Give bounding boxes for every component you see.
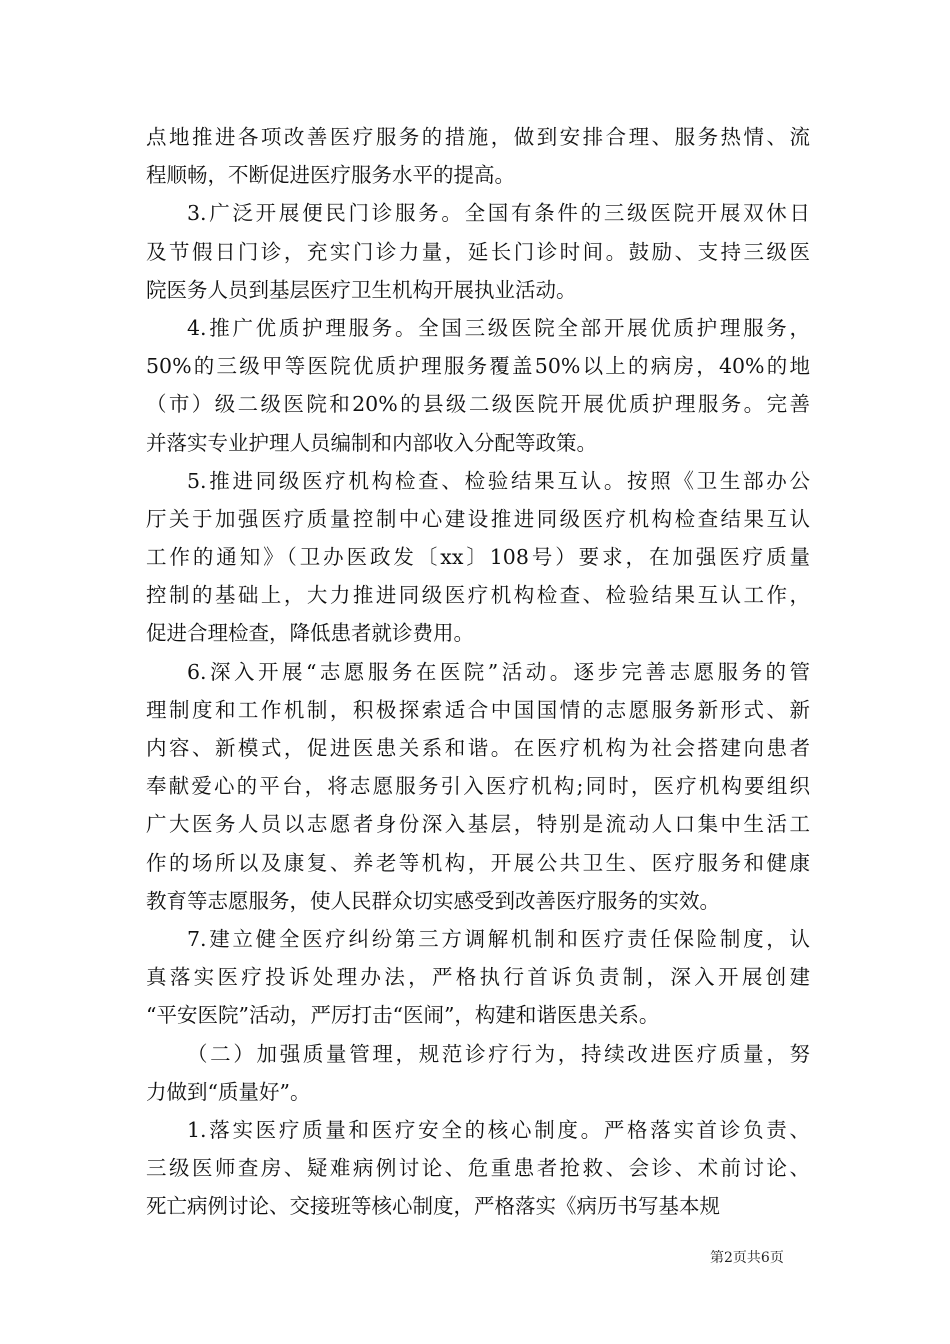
text-line: 并落实专业护理人员编制和内部收入分配等政策。	[146, 430, 597, 455]
text-line: 内容、新模式，促进医患关系和谐。在医疗机构为社会搭建向患者	[146, 736, 810, 760]
paragraph	[146, 1111, 810, 1226]
text-line: 真落实医疗投诉处理办法，严格执行首诉负责制，深入开展创建	[146, 965, 810, 990]
text-line: 理制度和工作机制，积极探索适合中国国情的志愿服务新形式、新	[146, 697, 810, 722]
paragraph	[146, 920, 810, 1035]
text-line: 控制的基础上，大力推进同级医疗机构检查、检验结果互认工作，	[146, 583, 810, 608]
text-line: 程顺畅，不断促进医疗服务水平的提高。	[146, 163, 515, 188]
text-line: 三级医师查房、疑难病例讨论、危重患者抢救、会诊、术前讨论、	[146, 1156, 810, 1181]
text-line: 4.推广优质护理服务。全国三级医院全部开展优质护理服务，	[187, 315, 810, 340]
paragraph	[146, 194, 810, 309]
text-line: （二）加强质量管理，规范诊疗行为，持续改进医疗质量，努	[187, 1041, 810, 1066]
text-line: 50%的三级甲等医院优质护理服务覆盖50%以上的病房，40%的地	[146, 354, 810, 379]
text-line: 促进合理检查，降低患者就诊费用。	[146, 621, 474, 646]
document-body	[146, 118, 810, 1225]
text-line: 厅关于加强医疗质量控制中心建设推进同级医疗机构检查结果互认	[146, 506, 810, 531]
text-line: 广大医务人员以志愿者身份深入基层，特别是流动人口集中生活工	[146, 812, 810, 837]
text-line: （市）级二级医院和20%的县级二级医院开展优质护理服务。完善	[146, 392, 810, 417]
text-line: 1.落实医疗质量和医疗安全的核心制度。严格落实首诊负责、	[187, 1117, 810, 1142]
paragraph	[146, 1035, 810, 1111]
text-line: 力做到“质量好”。	[146, 1079, 311, 1104]
text-line: 点地推进各项改善医疗服务的措施，做到安排合理、服务热情、流	[146, 125, 810, 149]
text-line: 工作的通知》（卫办医政发〔xx〕108号）要求，在加强医疗质量	[146, 545, 810, 570]
text-line: 5.推进同级医疗机构检查、检验结果互认。按照《卫生部办公	[187, 468, 810, 493]
text-line: 7.建立健全医疗纠纷第三方调解机制和医疗责任保险制度，认	[187, 926, 810, 951]
text-line: 奉献爱心的平台，将志愿服务引入医疗机构;同时，医疗机构要组织	[146, 774, 810, 799]
text-line: 作的场所以及康复、养老等机构，开展公共卫生、医疗服务和健康	[146, 850, 810, 875]
paragraph	[146, 118, 810, 194]
text-line: 6.深入开展“志愿服务在医院”活动。逐步完善志愿服务的管	[187, 659, 810, 684]
text-line: 院医务人员到基层医疗卫生机构开展执业活动。	[146, 277, 577, 302]
paragraph	[146, 653, 810, 920]
text-line: 教育等志愿服务，使人民群众切实感受到改善医疗服务的实效。	[146, 888, 720, 913]
text-line: 及节假日门诊，充实门诊力量，延长门诊时间。鼓励、支持三级医	[146, 239, 810, 264]
text-line: 3.广泛开展便民门诊服务。全国有条件的三级医院开展双休日	[187, 201, 810, 226]
text-line: “平安医院”活动，严厉打击“医闹”，构建和谐医患关系。	[146, 1003, 660, 1028]
paragraph	[146, 309, 810, 462]
text-line: 死亡病例讨论、交接班等核心制度，严格落实《病历书写基本规	[146, 1194, 720, 1219]
paragraph	[146, 462, 810, 653]
page-number: 第2页共6页	[710, 1250, 784, 1266]
